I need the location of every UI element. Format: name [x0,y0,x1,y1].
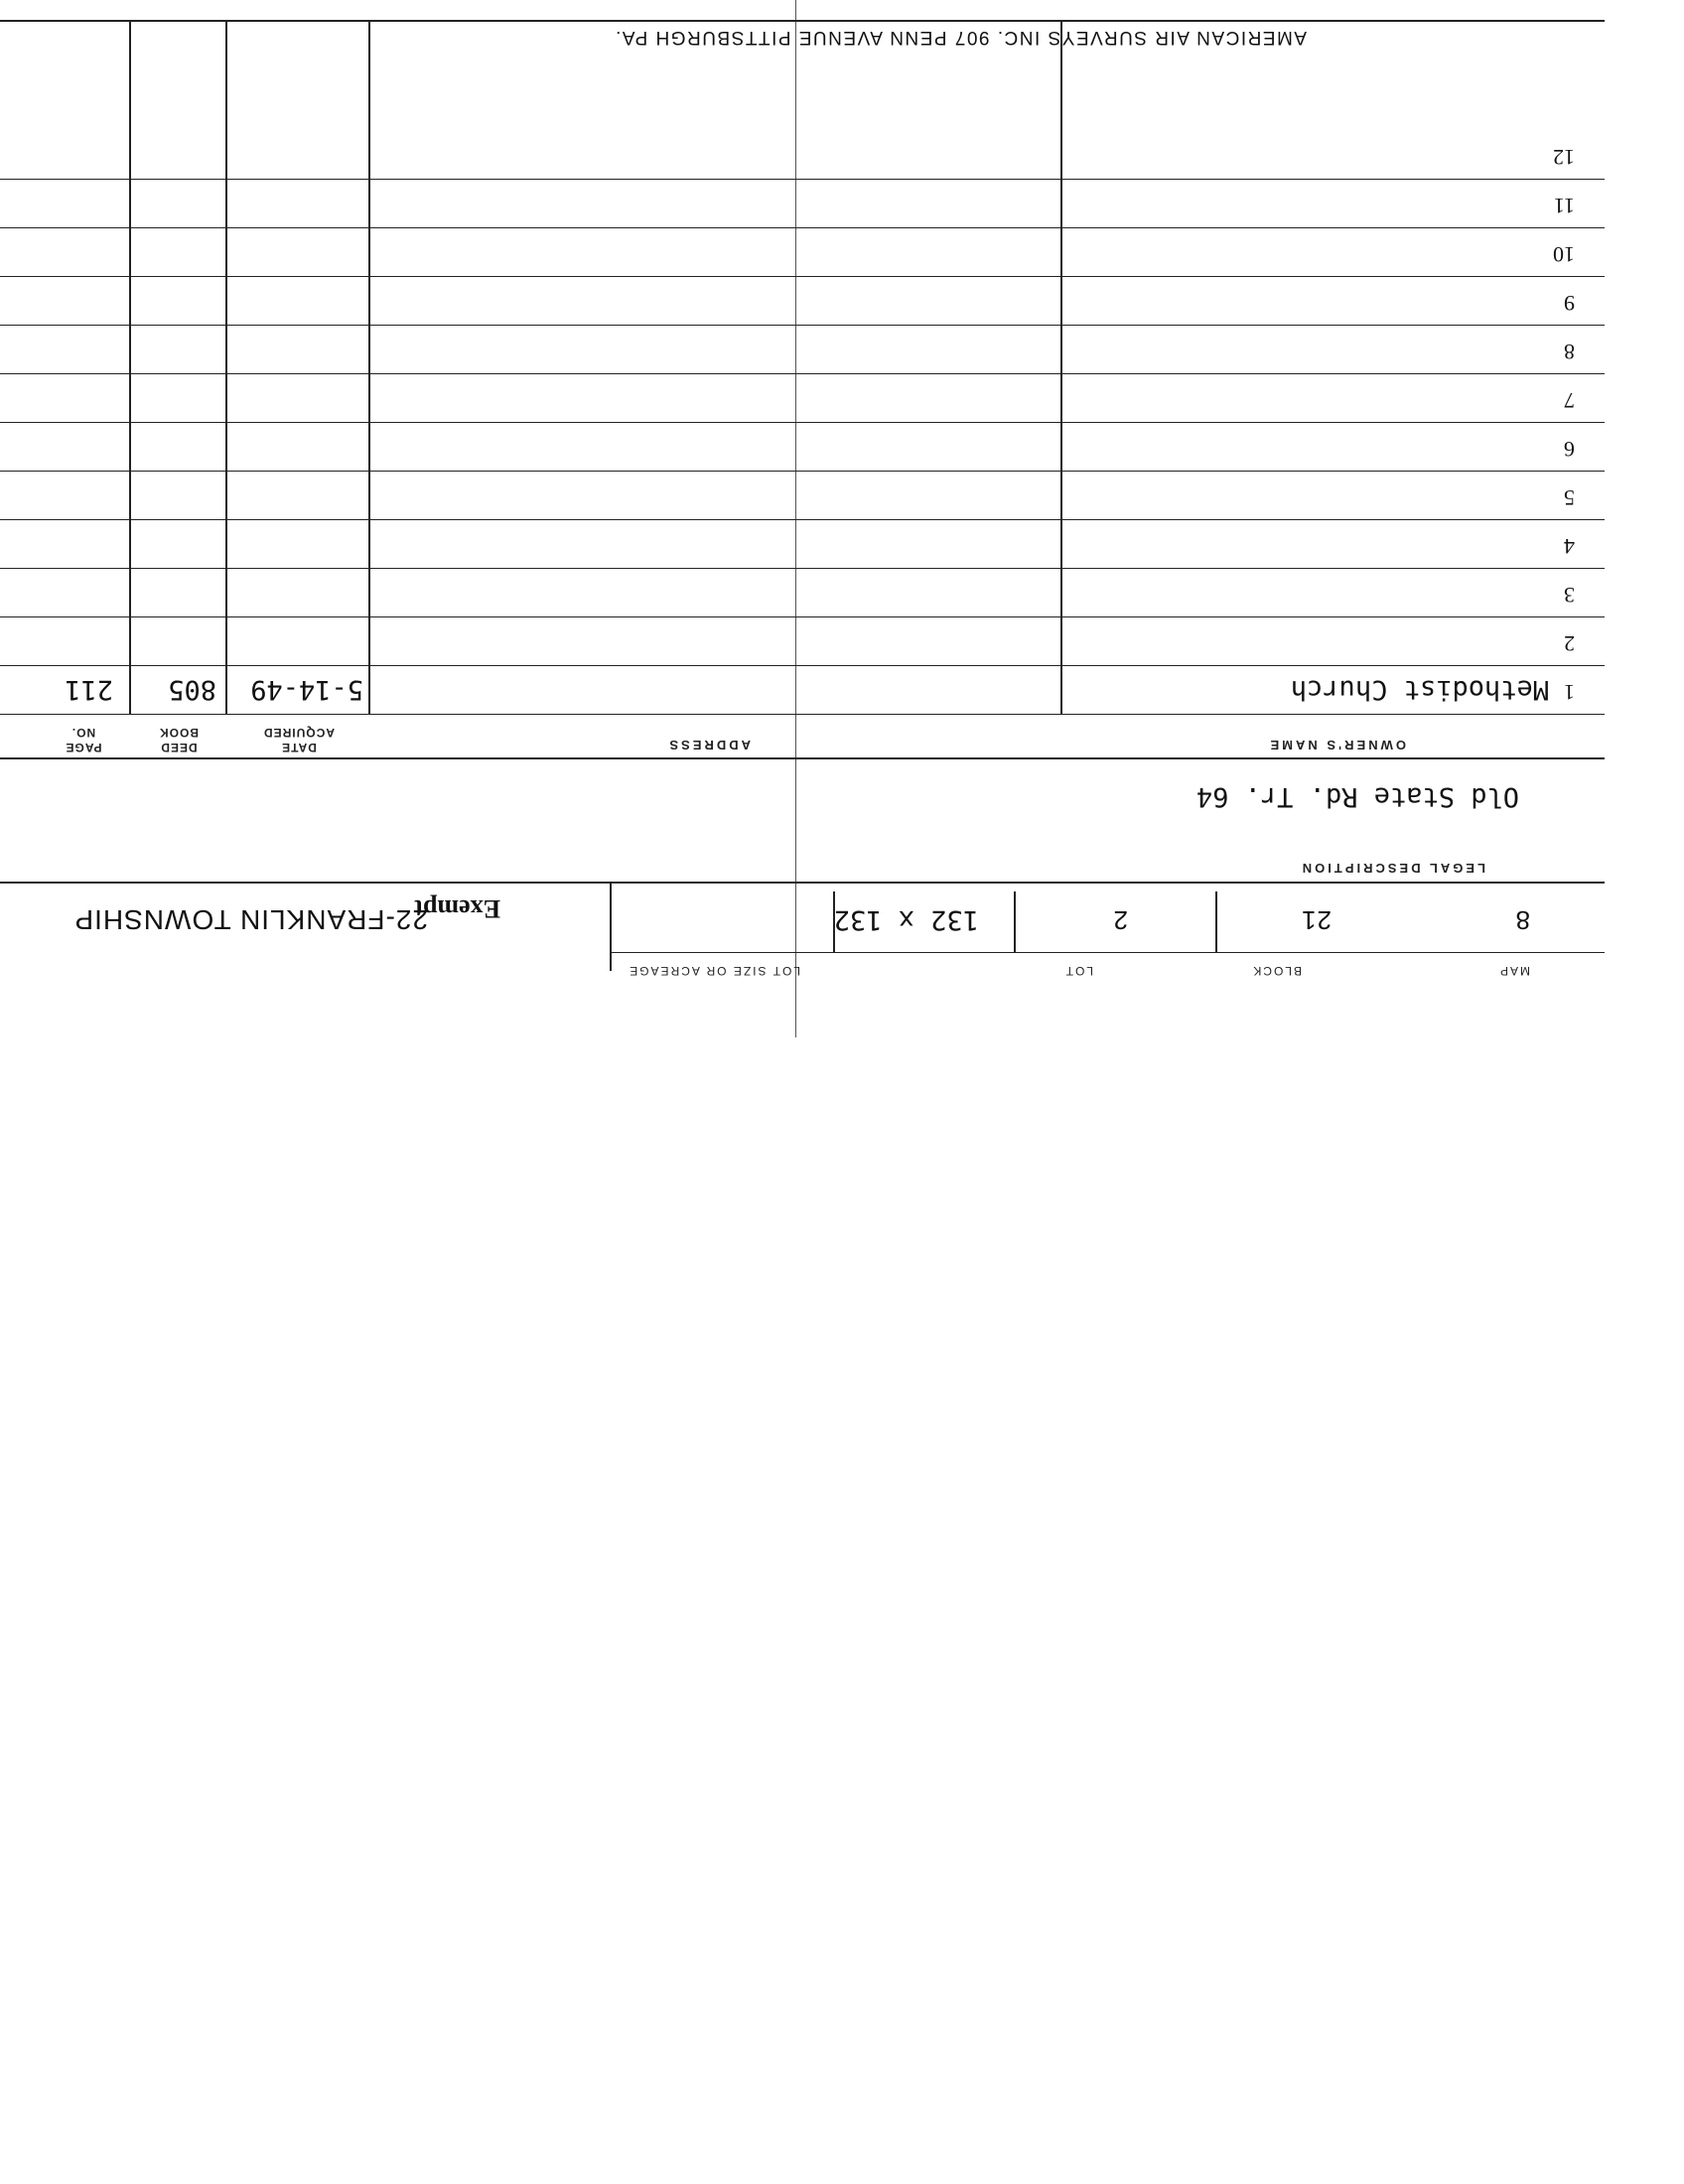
book-page-divider [129,20,131,715]
date-acquired-cell: 5-14-49 [250,674,363,705]
block-value: 21 [1301,905,1332,935]
row-number: 10 [1553,242,1575,267]
book-header-line: BOOK [159,726,199,740]
header-divider [610,882,612,971]
row-rule [0,179,1605,180]
row-number: 1 [1564,680,1575,705]
printer-imprint: AMERICAN AIR SURVEYS INC. 907 PENN AVENUE PITTSBURGH PA. [614,27,1307,48]
deed-header-line: DEED [160,741,198,754]
acquired-header-line: ACQUIRED [263,726,336,740]
lot-value: 2 [1112,905,1128,935]
header-divider [1215,891,1217,953]
row-number: 4 [1564,534,1575,559]
row-rule [0,422,1605,423]
date-header-line: DATE [281,741,317,754]
block-header: BLOCK [1251,964,1302,978]
row-number: 5 [1564,485,1575,510]
lot-size-value: 132 x 132 [833,904,979,935]
property-record-card [0,0,1684,1042]
row-rule [0,568,1605,569]
row-number: 8 [1564,340,1575,364]
address-header: ADDRESS [666,738,751,752]
legal-description-value: Old State Rd. Tr. 64 [1195,781,1519,812]
deed-book-cell: 805 [168,674,216,705]
row-rule [0,325,1605,326]
map-value: 8 [1514,905,1530,935]
row-number: 6 [1564,437,1575,462]
owners-name-header: OWNER'S NAME [1267,738,1406,752]
township-label: 22-FRANKLIN TOWNSHIP [73,904,428,935]
map-header: MAP [1497,964,1530,978]
address-date-divider [368,20,370,715]
no-header-line: NO. [70,726,96,740]
row-number: 2 [1564,631,1575,656]
row-number: 7 [1564,388,1575,413]
legal-description-rule [0,882,1605,884]
legal-description-bottom-rule [0,757,1605,759]
row-rule [0,276,1605,277]
row-number: 12 [1553,145,1575,170]
row-number: 11 [1553,194,1575,218]
header-rule [612,952,1605,953]
date-acquired-header [239,725,358,754]
row-number: 9 [1564,291,1575,316]
status-stamp: Exempt [414,894,500,923]
date-book-divider [225,20,227,715]
row-number: 3 [1564,583,1575,608]
row-rule [0,471,1605,472]
page-header-line: PAGE [65,741,102,754]
lot-header: LOT [1063,964,1093,978]
row-rule [0,714,1605,715]
page-no-cell: 211 [65,674,113,705]
row-rule [0,227,1605,228]
footer-rule [0,20,1605,22]
row-rule [0,665,1605,666]
lot-size-header: LOT SIZE OR ACREAGE [628,964,800,978]
owner-name-cell: Methodist Church [1290,674,1549,705]
page-no-header [44,725,123,754]
row-rule [0,616,1605,617]
legal-description-header: LEGAL DESCRIPTION [1299,861,1485,876]
owner-address-divider [1060,20,1062,715]
header-divider [1014,891,1016,953]
deed-book-header [138,725,219,754]
row-rule [0,373,1605,374]
row-rule [0,519,1605,520]
